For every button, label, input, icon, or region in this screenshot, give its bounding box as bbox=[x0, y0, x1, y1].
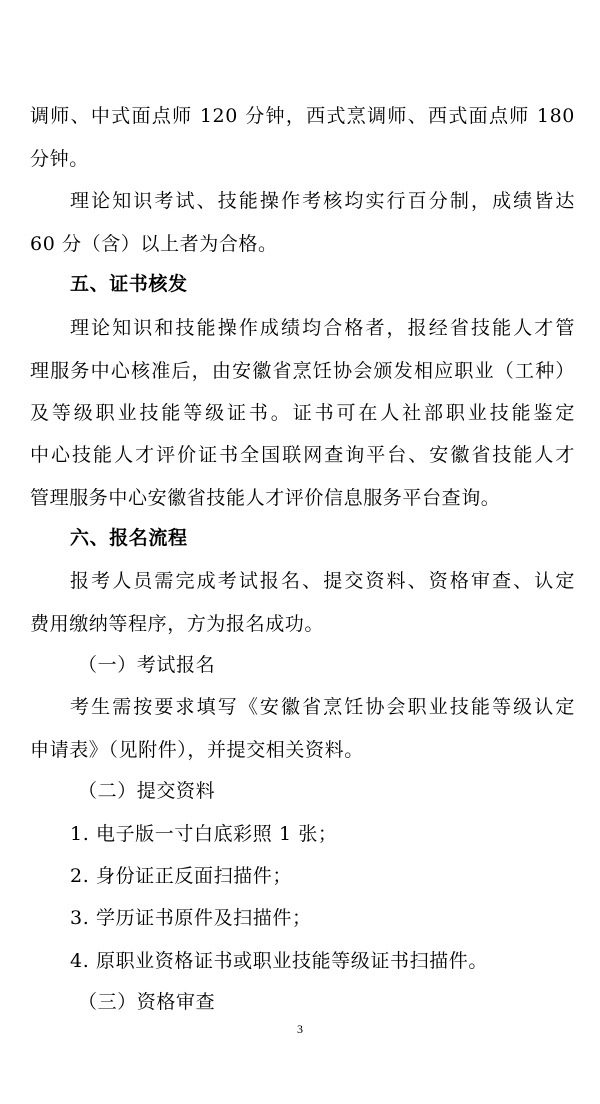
text-line: 申请表》（见附件），并提交相关资料。 bbox=[30, 739, 364, 761]
subsection-heading: （三）资格审查 bbox=[78, 991, 216, 1013]
subsection-heading: （一）考试报名 bbox=[78, 654, 216, 676]
list-item: 3. 学历证书原件及扫描件； bbox=[70, 907, 312, 929]
section-heading: 五、证书核发 bbox=[70, 273, 188, 295]
text-line: 费用缴纳等程序，方为报名成功。 bbox=[30, 613, 325, 635]
text-line: 报考人员需完成考试报名、提交资料、资格审查、认定 bbox=[70, 570, 575, 592]
text-line: 分钟。 bbox=[30, 148, 89, 170]
list-item: 2. 身份证正反面扫描件； bbox=[70, 865, 292, 887]
text-line: 理论知识考试、技能操作考核均实行百分制，成绩皆达 bbox=[70, 190, 575, 212]
text-line: 管理服务中心安徽省技能人才评价信息服务平台查询。 bbox=[30, 487, 501, 509]
list-item: 4. 原职业资格证书或职业技能等级证书扫描件。 bbox=[70, 950, 488, 972]
page-number: 3 bbox=[297, 1022, 303, 1036]
text-line: 理论知识和技能操作成绩均合格者，报经省技能人才管 bbox=[70, 317, 575, 339]
text-line: 考生需按要求填写《安徽省烹饪协会职业技能等级认定 bbox=[70, 696, 575, 718]
text-line: 中心技能人才评价证书全国联网查询平台、安徽省技能人才 bbox=[30, 444, 575, 466]
subsection-heading: （二）提交资料 bbox=[78, 780, 216, 802]
text-line: 调师、中式面点师 120 分钟，西式烹调师、西式面点师 180 bbox=[30, 105, 575, 127]
section-heading: 六、报名流程 bbox=[70, 527, 188, 549]
text-line: 60 分（含）以上者为合格。 bbox=[30, 233, 278, 255]
list-item: 1. 电子版一寸白底彩照 1 张； bbox=[70, 823, 338, 845]
text-line: 理服务中心核准后，由安徽省烹饪协会颁发相应职业（工种） bbox=[30, 360, 575, 382]
text-line: 及等级职业技能等级证书。证书可在人社部职业技能鉴定 bbox=[30, 402, 575, 424]
